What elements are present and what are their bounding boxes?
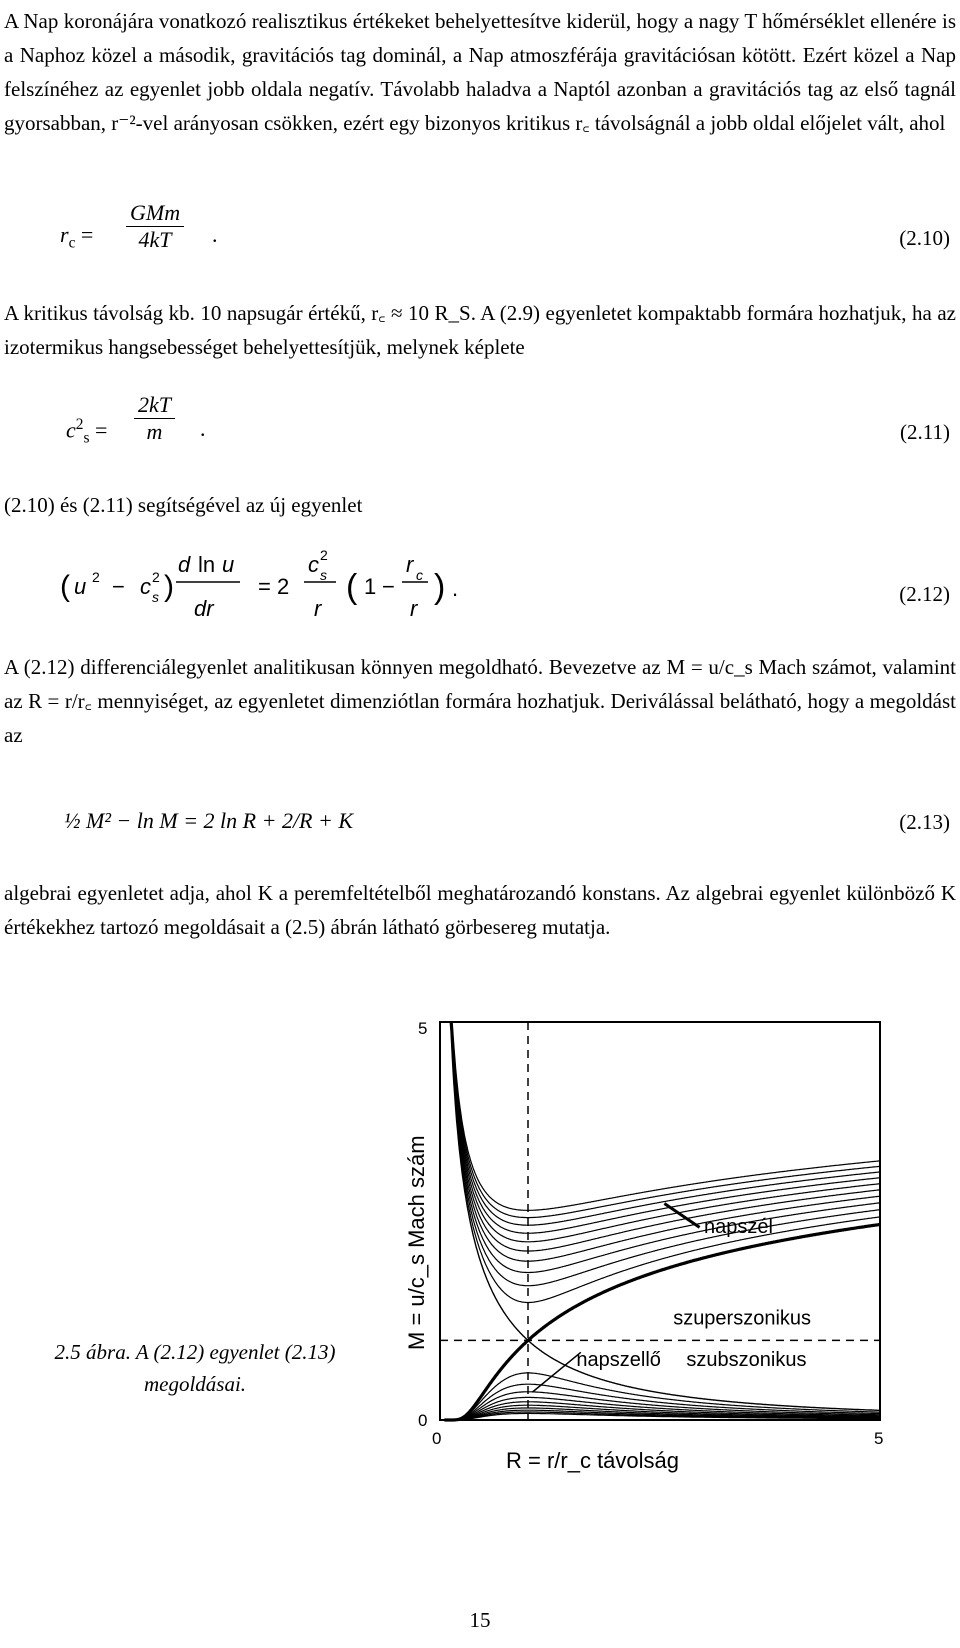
paragraph-intro-text: A Nap koronájára vonatkozó realisztikus értékeket behelyettesítve kiderül, hogy a nagy T hőmérséklet ellenére is a Naphoz közel a második, gravitációs tag dominál, a Nap atmoszférája gravitációsan kötött. Ezért közel a Nap felszínéhez az egyenlet jobb oldala negatív. Távolabb haladva a Naptól azonban a gravitációs tag az első tagnál gyorsabban, r⁻²-vel arányosan csökken, ezért egy bizonyos kritikus r꜀ távolságnál a jobb oldal előjelet vált, ahol (4, 9, 956, 135)
curve-solar-wind (444, 1224, 880, 1420)
equation-2-13 (0, 808, 960, 848)
label-szubszonikus: szubszonikus (686, 1348, 807, 1371)
svg-text:= 2: = 2 (258, 574, 290, 599)
equation-2-12 (0, 538, 960, 628)
svg-text:r: r (314, 596, 322, 621)
paragraph-new-equation: (2.10) és (2.11) segítségével az új egyenlet (4, 493, 363, 517)
x-tick-left: 0 (432, 1429, 442, 1448)
arrow-napszello (532, 1352, 580, 1392)
eq210-lhs: $r_c$ = (60, 222, 94, 252)
svg-text:s: s (152, 589, 159, 605)
svg-text:1: 1 (364, 574, 377, 599)
page-number: 15 (469, 1608, 491, 1632)
solar-wind-chart (400, 1020, 920, 1480)
eq213-formula: ½ M² − ln M = 2 ln R + 2/R + K (64, 808, 354, 833)
svg-text:d: d (178, 552, 191, 577)
svg-text:−: − (382, 574, 395, 599)
svg-text:c: c (416, 567, 423, 583)
svg-text:(: ( (60, 570, 70, 603)
y-tick-bottom: 0 (418, 1411, 428, 1430)
svg-text:u: u (74, 574, 87, 599)
figure-caption: 2.5 ábra. A (2.12) egyenlet (2.13) megoldásai. (54, 1340, 336, 1396)
paragraph-solution: A (2.12) differenciálegyenlet analitikusan könnyen megoldható. Bevezetve az M = u/c_s Mach számot, valamint az R = r/r꜀ mennyiséget, az egyenletet dimenziótlan formára hozhatjuk. Deriválással belátható, hogy a megoldást az (4, 655, 956, 747)
eq212-formula (60, 538, 620, 628)
eq211-number: (2.11) (900, 420, 950, 444)
eq210-number: (2.10) (899, 226, 950, 250)
y-axis-label: M = u/c_s Mach szám (404, 1135, 429, 1350)
svg-text:2: 2 (320, 547, 328, 563)
curve-supersonic-5 (451, 1022, 880, 1242)
curve-supersonic-1 (451, 1022, 881, 1286)
svg-text:−: − (112, 574, 125, 599)
svg-text:s: s (320, 567, 327, 583)
x-axis-label: R = r/r_c távolság (506, 1448, 680, 1473)
svg-text:dr: dr (194, 596, 214, 621)
svg-text:): ) (164, 570, 174, 603)
svg-text:r: r (410, 596, 418, 621)
eq212-number: (2.12) (899, 582, 950, 606)
arrow-napszel (664, 1203, 699, 1227)
x-tick-right: 5 (874, 1429, 884, 1448)
svg-text:ln: ln (198, 552, 216, 577)
svg-text:c: c (140, 574, 151, 599)
svg-text:): ) (434, 568, 446, 606)
svg-text:2: 2 (92, 569, 100, 585)
svg-text:c: c (308, 552, 319, 577)
curve-supersonic-9 (452, 1022, 880, 1210)
eq211-fraction: 2kT m (134, 392, 175, 445)
svg-text:2: 2 (152, 569, 160, 585)
curve-supersonic-0 (451, 1022, 881, 1303)
paragraph-algebraic: algebrai egyenletet adja, ahol K a peremfeltételből meghatározandó konstans. Az algebrai egyenlet különböző K értékekhez tartozó megoldásait a (2.5) ábrán látható görbesereg mutatja. (4, 881, 956, 939)
equation-2-11: $c^2_s$ = 2kT m . (2.11) (66, 392, 950, 447)
svg-text:u: u (222, 552, 235, 577)
y-tick-top: 5 (418, 1020, 428, 1038)
label-napszel: napszél (704, 1215, 773, 1238)
svg-text:r: r (406, 552, 414, 577)
svg-text:(: ( (346, 568, 358, 606)
paragraph-intro (4, 4, 956, 140)
curve-supersonic-3 (451, 1022, 881, 1261)
label-napszello: napszellő (576, 1348, 661, 1371)
eq210-fraction: GMm 4kT (126, 200, 184, 253)
eq211-lhs: $c^2_s$ = (66, 416, 108, 447)
label-szuperszonikus: szuperszonikus (673, 1307, 812, 1330)
svg-text:.: . (452, 576, 459, 601)
paragraph-critical-distance: A kritikus távolság kb. 10 napsugár értékű, r꜀ ≈ 10 R_S. A (2.9) egyenletet kompaktabb formára hozhatjuk, ha az izotermikus hangsebességet behelyettesítjük, melynek képlete (4, 301, 956, 359)
equation-2-10: $r_c$ = GMm 4kT . (2.10) (60, 200, 950, 252)
eq213-number: (2.13) (899, 810, 950, 834)
